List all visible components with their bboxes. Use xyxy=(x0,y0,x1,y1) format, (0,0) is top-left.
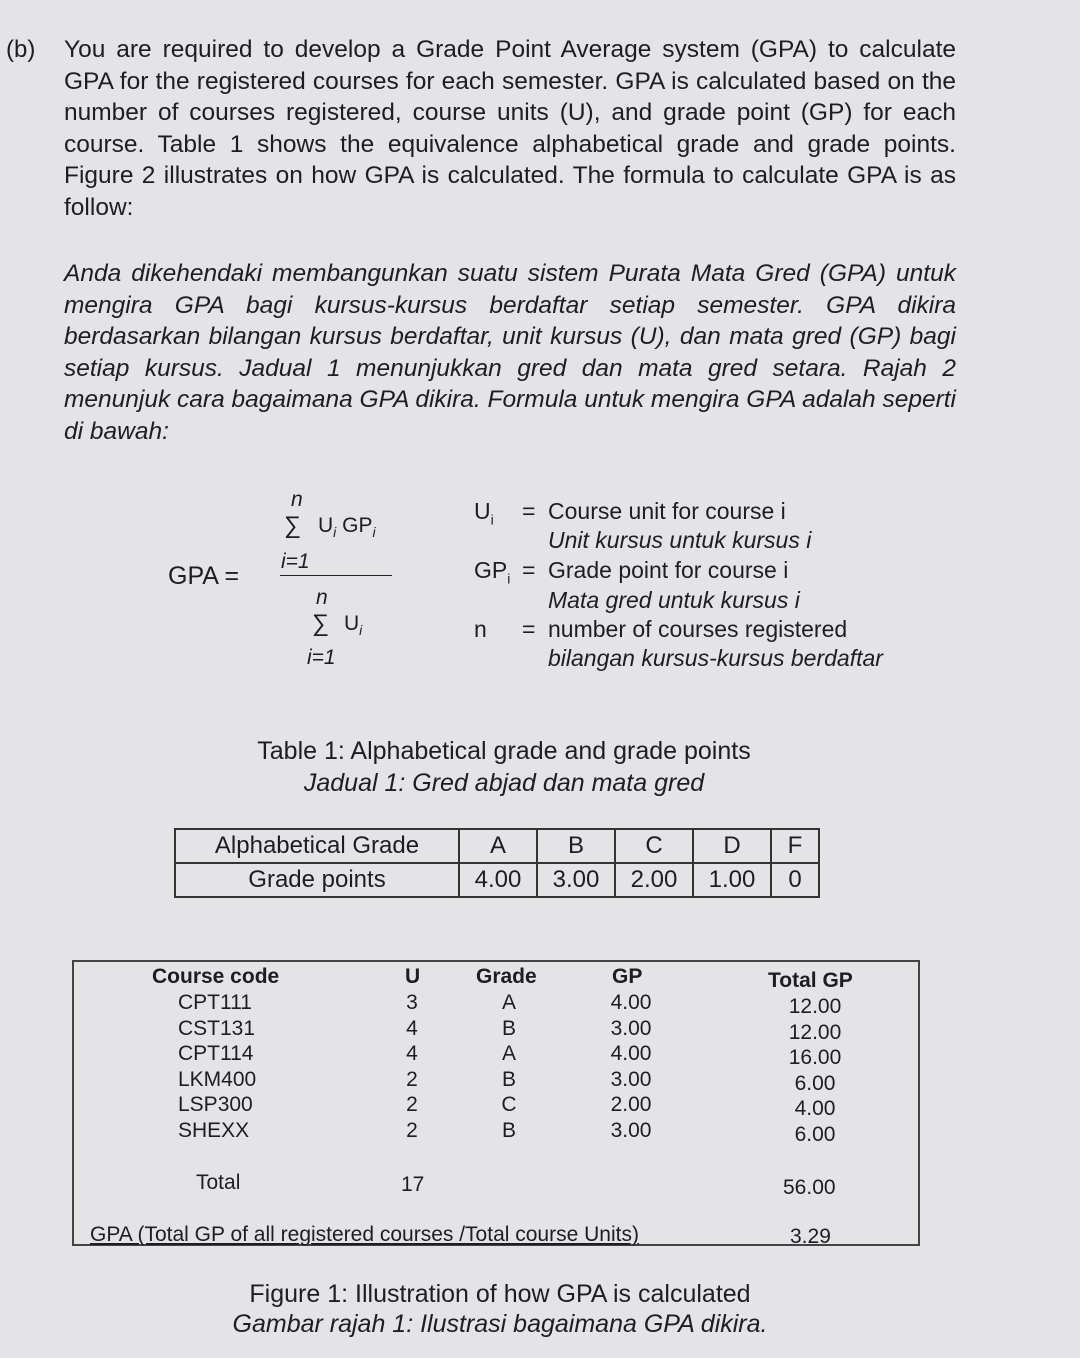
course-code: LSP300 xyxy=(178,1093,253,1117)
course-code: CPT114 xyxy=(178,1042,254,1066)
formula-den-terms xyxy=(344,612,362,638)
def-u-sub: i xyxy=(490,511,494,528)
course-total-gp: 12.00 xyxy=(788,995,842,1018)
course-total-gp: 12.00 xyxy=(788,1020,842,1044)
def-u-eq: = xyxy=(522,498,536,524)
formula-den-sigma: ∑ xyxy=(312,610,330,637)
course-gp: 4.00 xyxy=(610,1042,652,1066)
course-units: 4 xyxy=(406,1042,418,1066)
grade-a: A xyxy=(459,829,537,863)
course-units: 2 xyxy=(406,1118,418,1142)
def-n-eq: = xyxy=(522,616,536,642)
total-label: Total xyxy=(196,1171,241,1194)
course-code: LKM400 xyxy=(178,1067,257,1091)
total-units: 17 xyxy=(401,1173,425,1196)
course-gp: 3.00 xyxy=(610,1118,652,1142)
formula-num-upper: n xyxy=(291,488,303,511)
def-u-ms: Unit kursus untuk kursus i xyxy=(548,527,812,553)
formula-num-lower: i=1 xyxy=(281,550,310,573)
question-label: (b) xyxy=(6,36,36,63)
course-gp: 2.00 xyxy=(610,1093,652,1117)
course-grade: B xyxy=(501,1118,516,1142)
grade-column xyxy=(498,990,520,1144)
grade-table xyxy=(174,828,820,898)
def-n-symbol: n xyxy=(474,616,487,642)
formula-lhs: GPA = xyxy=(168,562,240,590)
course-grade: B xyxy=(501,1016,516,1040)
course-total-gp: 6.00 xyxy=(794,1071,836,1095)
header-u: U xyxy=(405,965,421,988)
gpa-formula-label: GPA (Total GP of all registered courses /Total course Units) xyxy=(90,1223,639,1246)
gp-column xyxy=(604,990,658,1144)
points-row-label: Grade points xyxy=(175,863,459,897)
def-gp-eq: = xyxy=(522,557,536,583)
course-units: 2 xyxy=(406,1093,418,1117)
course-code: SHEXX xyxy=(178,1118,250,1142)
course-total-gp: 16.00 xyxy=(788,1046,842,1070)
table1-caption-ms: Jadual 1: Gred abjad dan mata gred xyxy=(303,769,705,797)
grade-f: F xyxy=(771,829,819,863)
course-units: 4 xyxy=(406,1016,418,1040)
course-grade: B xyxy=(501,1067,516,1091)
header-course-code: Course code xyxy=(152,965,280,988)
points-b: 3.00 xyxy=(537,863,615,897)
course-code: CST131 xyxy=(178,1016,256,1040)
gpa-illustration-box xyxy=(72,960,920,1246)
course-total-gp: 4.00 xyxy=(794,1097,836,1121)
def-u-symbol xyxy=(474,498,494,528)
grade-d: D xyxy=(693,829,771,863)
course-grade: A xyxy=(501,991,516,1014)
intro-malay: Anda dikehendaki membangunkan suatu sistem Purata Mata Gred (GPA) untuk mengira GPA bagi kursus-kursus berdaftar setiap semester. GPA dikira berdasarkan bilangan kursus berdaftar, unit kursus (U), dan mata gred (GP) bagi setiap kursus. Jadual 1 menunjukkan gred dan mata gred setara. Rajah 2 menunjuk cara bagaimana GPA dikira. Formula untuk mengira GPA adalah seperti di bawah: xyxy=(64,260,956,445)
course-grade: C xyxy=(501,1093,517,1117)
course-code: CPT111 xyxy=(178,991,252,1014)
def-u-en: Course unit for course i xyxy=(548,498,786,524)
def-n-ms: bilangan kursus-kursus berdaftar xyxy=(548,645,883,671)
formula-num-u-sub: i xyxy=(333,524,337,541)
table1-caption-en: Table 1: Alphabetical grade and grade points xyxy=(257,737,751,765)
def-gp-ms: Mata gred untuk kursus i xyxy=(548,587,800,613)
grade-c: C xyxy=(615,829,693,863)
formula-num-u: U xyxy=(318,514,334,537)
def-u-sym: U xyxy=(474,498,491,524)
course-gp: 4.00 xyxy=(610,991,652,1014)
points-c: 2.00 xyxy=(615,863,693,897)
figure1-caption-ms: Gambar rajah 1: Ilustrasi bagaimana GPA dikira. xyxy=(232,1310,768,1338)
course-gp: 3.00 xyxy=(610,1016,652,1040)
formula-num-terms xyxy=(318,514,376,540)
formula-den-u-sub: i xyxy=(359,622,363,639)
course-grade: A xyxy=(501,1042,516,1066)
def-n-en: number of courses registered xyxy=(548,616,848,642)
def-gp-sym: GP xyxy=(474,557,508,583)
header-grade: Grade xyxy=(476,965,537,988)
course-units: 2 xyxy=(406,1067,418,1091)
course-gp: 3.00 xyxy=(610,1067,652,1091)
grade-row xyxy=(175,829,819,863)
header-gp: GP xyxy=(612,965,643,988)
total-gp-column xyxy=(780,994,850,1148)
points-row xyxy=(175,863,819,897)
points-a: 4.00 xyxy=(459,863,537,897)
formula-den-u: U xyxy=(344,612,360,635)
formula-den-upper: n xyxy=(316,586,328,609)
intro-english: You are required to develop a Grade Point Average system (GPA) to calculate GPA for the registered courses for each semester. GPA is calculated based on the number of courses registered, course units (U), and grade point (GP) for each course. Table 1 shows the equivalence alphabetical grade and grade points. Figure 2 illustrates on how GPA is calculated. The formula to calculate GPA is as follow: xyxy=(64,36,956,221)
total-gp-sum: 56.00 xyxy=(783,1176,836,1199)
figure1-caption-en: Figure 1: Illustration of how GPA is calculated xyxy=(249,1280,751,1308)
formula-num-gp-sub: i xyxy=(372,524,376,541)
grade-b: B xyxy=(537,829,615,863)
gpa-value: 3.29 xyxy=(790,1225,831,1248)
course-units: 3 xyxy=(406,991,418,1014)
grade-row-label: Alphabetical Grade xyxy=(175,829,459,863)
header-total-gp: Total GP xyxy=(768,969,853,992)
points-f: 0 xyxy=(771,863,819,897)
def-gp-symbol xyxy=(474,557,510,587)
def-gp-en: Grade point for course i xyxy=(548,557,789,583)
course-total-gp: 6.00 xyxy=(794,1122,836,1146)
points-d: 1.00 xyxy=(693,863,771,897)
formula-num-sigma: ∑ xyxy=(284,512,302,539)
formula-den-lower: i=1 xyxy=(307,646,336,669)
def-gp-sub: i xyxy=(507,570,511,587)
formula-num-gp: GP xyxy=(342,514,373,537)
fraction-bar xyxy=(280,575,392,576)
course-code-column xyxy=(178,990,256,1144)
units-column xyxy=(404,990,420,1144)
